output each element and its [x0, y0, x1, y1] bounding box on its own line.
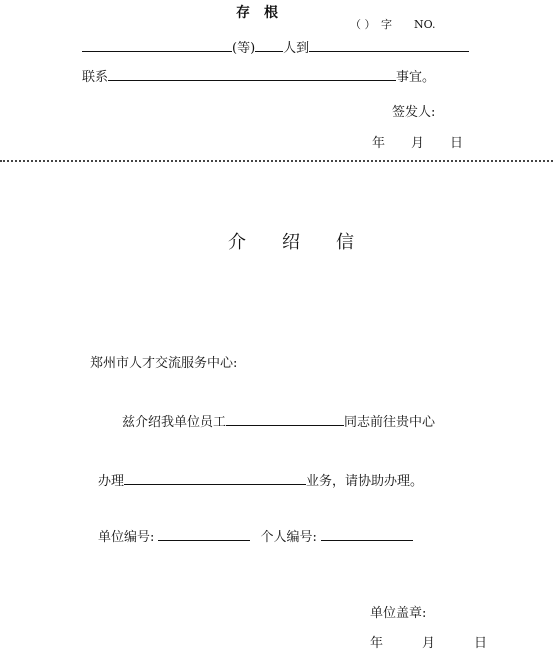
- body-line1-prefix: 兹介绍我单位员工: [122, 415, 227, 430]
- stub-deng-label: (等): [232, 41, 256, 56]
- stub-line-2: [82, 66, 435, 85]
- employee-name-field[interactable]: [226, 411, 344, 426]
- body-line1-suffix: 同志前往贵中心: [344, 415, 436, 430]
- person-no-label: 个人编号:: [260, 530, 317, 545]
- business-field[interactable]: [124, 470, 306, 485]
- perforation-divider: [0, 160, 553, 162]
- body-line2-suffix: 业务，请协助办理。: [306, 474, 424, 489]
- unit-no-label: 单位编号:: [98, 530, 155, 545]
- letter-date: 年 月 日: [370, 636, 488, 651]
- letter-title: 介 绍 信: [228, 232, 354, 253]
- unit-no-field[interactable]: [158, 526, 250, 541]
- stub-contact-label: 联系: [82, 70, 109, 85]
- stub-destination-field[interactable]: [309, 37, 469, 52]
- stub-number: （ ） 字 NO.: [350, 18, 436, 31]
- stub-date: 年 月 日: [372, 136, 464, 151]
- stub-unit-field[interactable]: [82, 37, 232, 52]
- stub-matter-field[interactable]: [108, 66, 396, 81]
- seal-label: 单位盖章:: [370, 606, 427, 621]
- person-no-field[interactable]: [321, 526, 413, 541]
- letter-body-line-2: [98, 470, 423, 489]
- stub-count-field[interactable]: [255, 37, 283, 52]
- stub-signer-label: 签发人:: [392, 105, 436, 120]
- letter-recipient: 郑州市人才交流服务中心:: [90, 356, 238, 371]
- stub-matter-suffix: 事宜。: [396, 70, 436, 85]
- stub-title: 存 根: [236, 5, 278, 21]
- letter-numbers-line: [98, 526, 413, 545]
- stub-line-1: [82, 37, 469, 56]
- stub-person-label: 人到: [283, 41, 310, 56]
- body-line2-prefix: 办理: [98, 474, 125, 489]
- letter-body-line-1: [122, 411, 435, 430]
